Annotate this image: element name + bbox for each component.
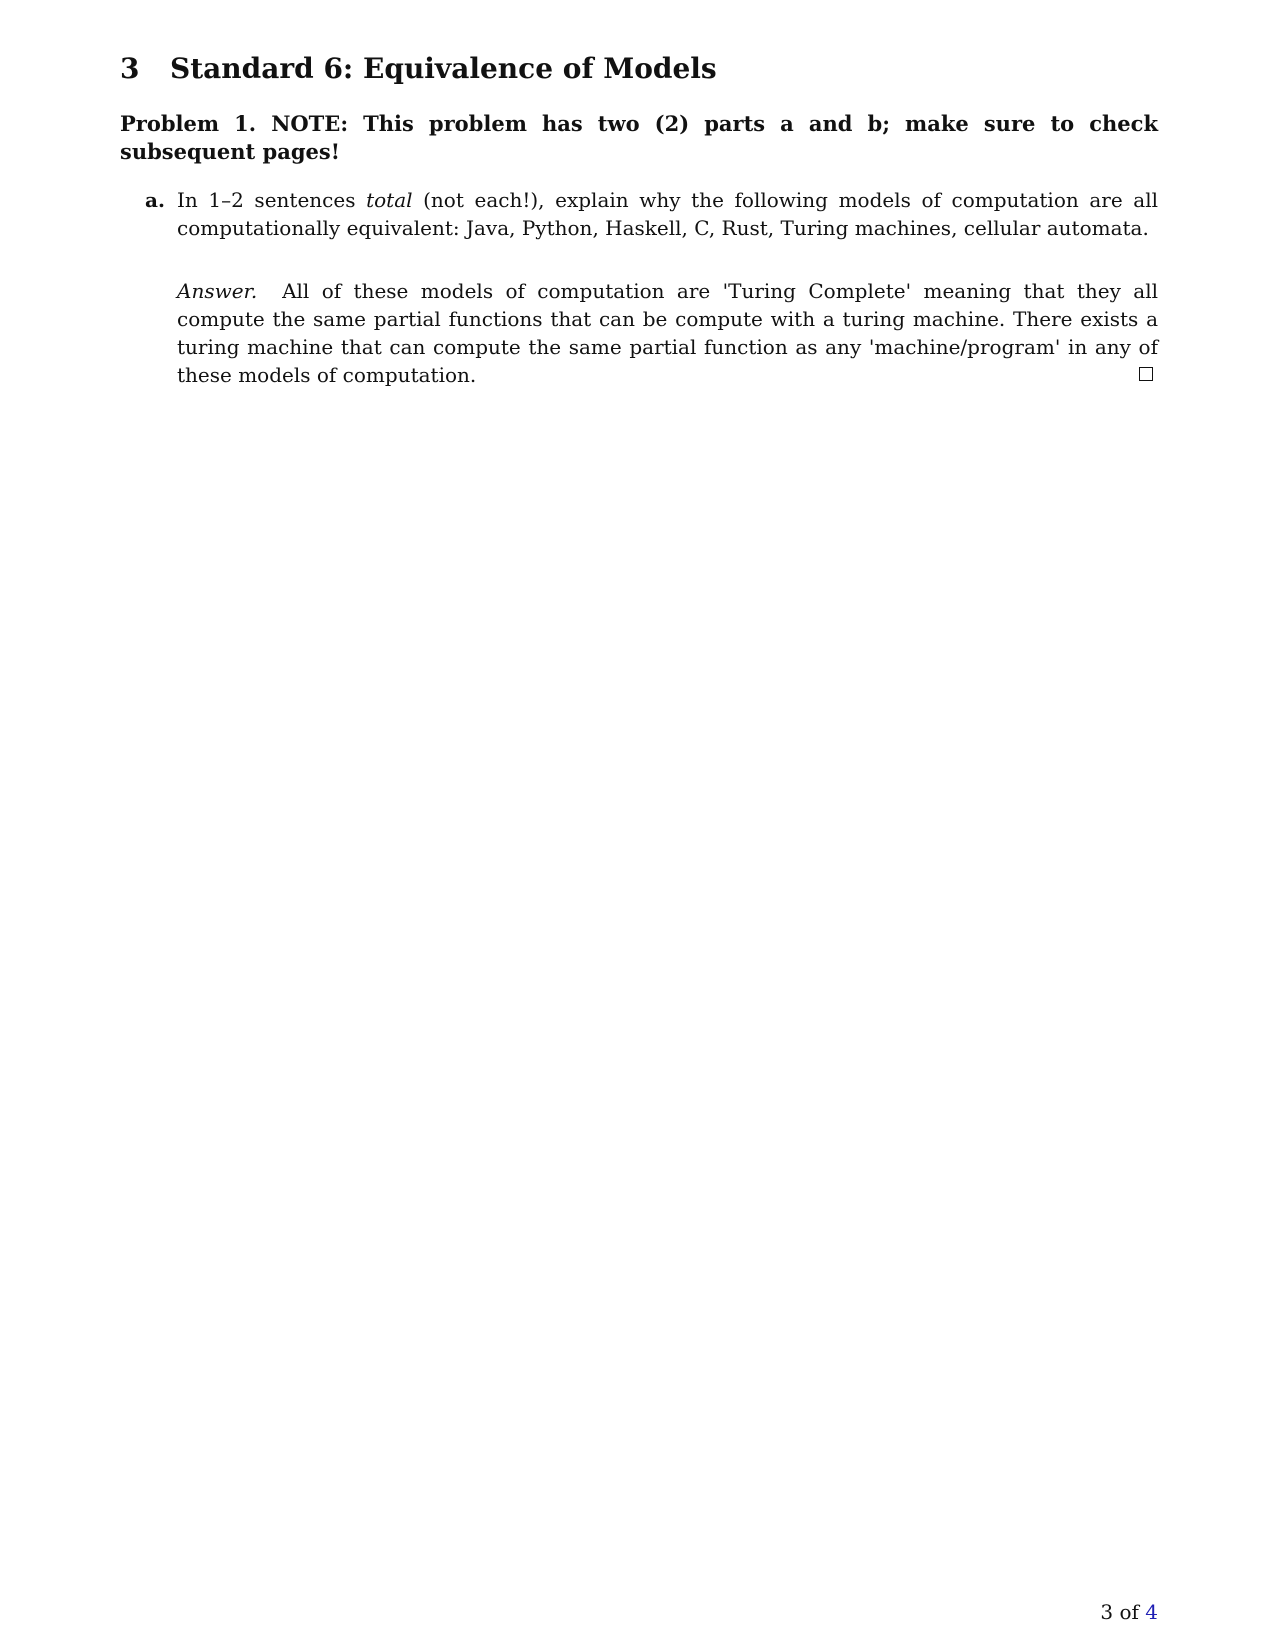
part-a-emphasis: total — [366, 188, 413, 212]
problem-heading: Problem 1. NOTE: This problem has two (2) parts a and b; make sure to check subsequent pages! — [120, 111, 1158, 164]
section-number: 3 — [120, 52, 140, 85]
part-a-text-before: In 1–2 sentences — [177, 188, 367, 212]
page-footer — [1100, 1600, 1158, 1624]
qed-square-icon — [1139, 367, 1153, 381]
section-heading — [120, 52, 717, 85]
page-total-link[interactable]: 4 — [1145, 1600, 1158, 1624]
part-a-text-after: (not each!), explain why the following models of computation are all computationally equivalent: Java, Python, Haskell, C, Rust, Turing machines, cellular automata. — [177, 188, 1158, 240]
answer-text: All of these models of computation are 'Turing Complete' meaning that they all compute the same partial functions that can be compute with a turing machine. There exists a turing machine that can compute the same partial function as any 'machine/program' in any of these models of computation. — [177, 279, 1158, 387]
part-a-label: a. — [145, 188, 165, 212]
answer-block — [177, 277, 1158, 389]
page-current: 3 — [1100, 1600, 1114, 1624]
answer-label: Answer. — [177, 279, 258, 303]
part-a — [145, 186, 1158, 242]
part-a-question — [177, 186, 1158, 242]
section-title: Standard 6: Equivalence of Models — [170, 52, 717, 85]
page-separator: of — [1119, 1600, 1139, 1624]
